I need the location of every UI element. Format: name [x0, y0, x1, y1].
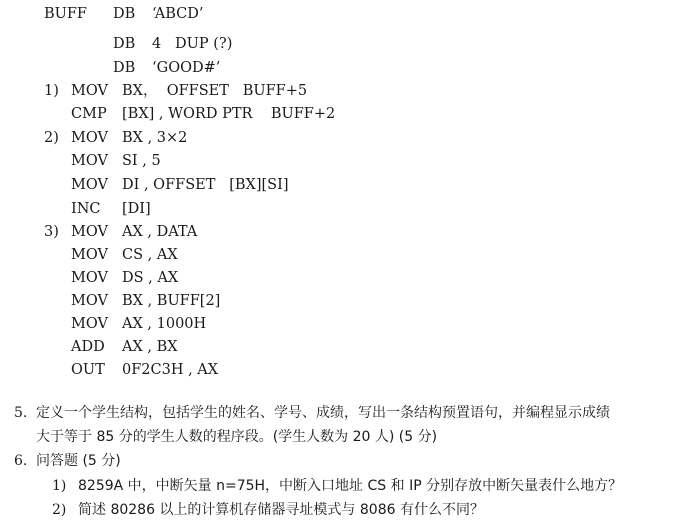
code-op: OUT	[71, 362, 105, 378]
code-arg: AX , BX	[122, 339, 178, 355]
code-arg: [DI]	[122, 201, 151, 217]
item-number: 2)	[44, 130, 59, 146]
sub-question-number: 1)	[52, 478, 67, 494]
code-line	[0, 291, 673, 311]
code-line	[0, 4, 673, 24]
code-op: CMP	[71, 106, 107, 122]
code-line	[0, 245, 673, 265]
code-line	[0, 360, 673, 380]
item-number: 1)	[44, 83, 59, 99]
question-title: 问答题 (5 分)	[36, 453, 121, 469]
code-arg: SI , 5	[122, 153, 161, 169]
code-op: MOV	[71, 83, 108, 99]
code-op: MOV	[71, 247, 108, 263]
code-op: MOV	[71, 224, 108, 240]
code-arg: DI , OFFSET [BX][SI]	[122, 177, 289, 193]
sub-question-text: 简述 80286 以上的计算机存储器寻址模式与 8086 有什么不同？	[78, 502, 484, 518]
code-line	[0, 34, 673, 54]
question-text: 定义一个学生结构，包括学生的姓名、学号、成绩，写出一条结构预置语句，并编程显示成绩	[36, 405, 610, 421]
code-op: INC	[71, 201, 101, 217]
code-line	[0, 337, 673, 357]
sub-question-text: 8259A 中，中断矢量 n=75H，中断入口地址 CS 和 IP 分别存放中断矢量表什么地方？	[78, 478, 623, 494]
code-op: ADD	[71, 339, 105, 355]
item-number: 3)	[44, 224, 59, 240]
code-line	[0, 151, 673, 171]
code-arg: 0F2C3H , AX	[122, 362, 219, 378]
code-op: MOV	[71, 130, 108, 146]
code-arg: 4 DUP (?)	[152, 36, 233, 52]
code-arg: BX , BUFF[2]	[122, 293, 221, 309]
code-line	[0, 199, 673, 219]
code-line	[0, 128, 673, 148]
code-line	[0, 222, 673, 242]
code-op: DB	[113, 60, 136, 76]
code-op: MOV	[71, 316, 108, 332]
code-line	[0, 104, 673, 124]
code-op: MOV	[71, 177, 108, 193]
code-label: BUFF	[44, 6, 87, 22]
code-arg: ‘GOOD#’	[152, 60, 221, 76]
code-op: DB	[113, 6, 136, 22]
code-op: DB	[113, 36, 136, 52]
code-arg: BX， OFFSET BUFF+5	[122, 83, 308, 99]
code-arg: BX , 3×2	[122, 130, 188, 146]
code-line	[0, 81, 673, 101]
question-number: 5.	[14, 405, 28, 421]
code-op: MOV	[71, 153, 108, 169]
code-line	[0, 58, 673, 78]
code-arg: DS , AX	[122, 270, 179, 286]
sub-question-number: 2)	[52, 502, 67, 518]
code-op: MOV	[71, 293, 108, 309]
code-line	[0, 268, 673, 288]
code-line	[0, 175, 673, 195]
code-line	[0, 314, 673, 334]
code-op: MOV	[71, 270, 108, 286]
code-arg: CS , AX	[122, 247, 178, 263]
code-arg: AX , 1000H	[122, 316, 207, 332]
code-arg: [BX] , WORD PTR BUFF+2	[122, 106, 336, 122]
code-arg: ‘ABCD’	[152, 6, 204, 22]
code-arg: AX , DATA	[122, 224, 198, 240]
question-number: 6.	[14, 453, 28, 469]
question-text: 大于等于 85 分的学生人数的程序段。(学生人数为 20 人) (5 分)	[36, 429, 438, 445]
